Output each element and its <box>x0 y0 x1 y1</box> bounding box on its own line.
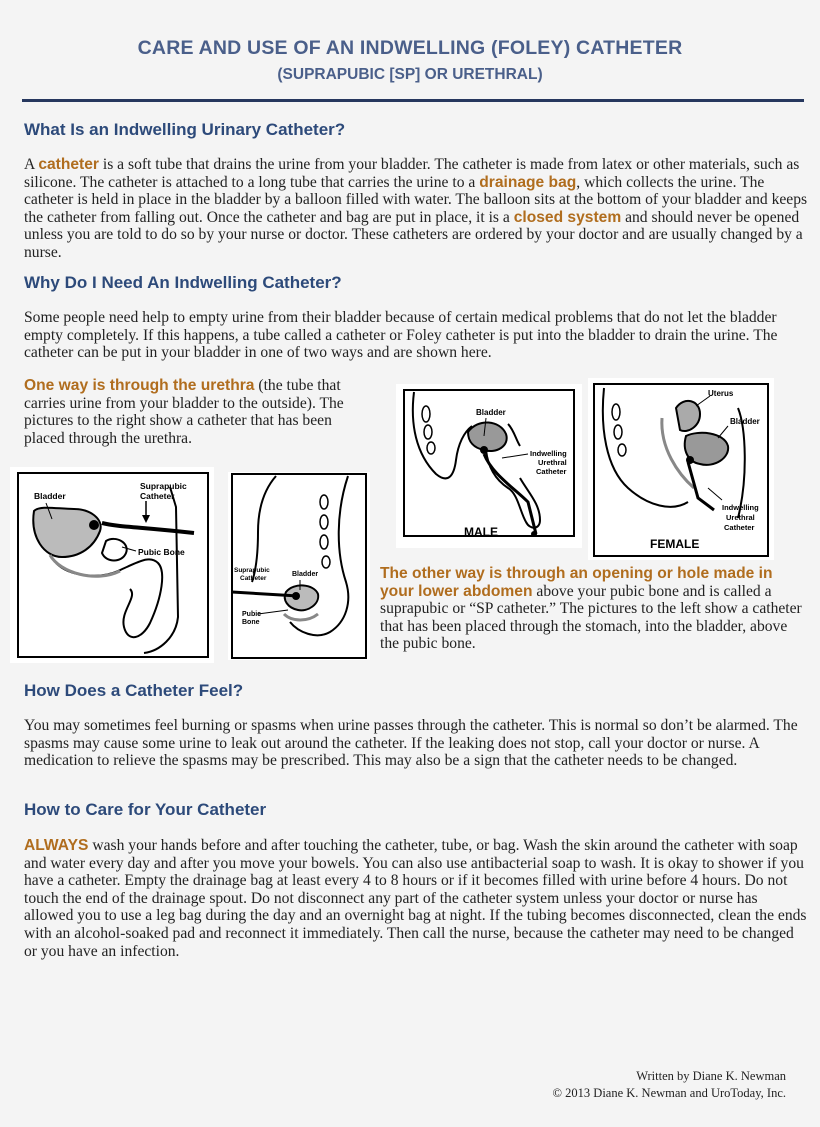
figure-female-suprapubic <box>228 472 370 660</box>
footer-copyright: © 2013 Diane K. Newman and UroToday, Inc. <box>552 1086 786 1100</box>
figure-male-urethral <box>396 384 582 548</box>
label-bladder: Bladder <box>730 417 760 426</box>
label-suprapubic-2: Catheter <box>140 491 175 501</box>
label-suprapubic-1: Suprapubic <box>234 567 270 574</box>
caption-female: FEMALE <box>650 537 700 551</box>
text-run: wash your hands before and after touching the catheter, tube, or bag. Wash the skin around the catheter with soap and water every day and after you move your bowels. You can also use antibacterial soap to wash. It is okay to shower if you have a catheter. Empty the drainage bag at least every 4 to 8 hours or if it becomes filled with urine before 4 hours. Do not touch the end of the drainage spout. Do not disconnect any part of the catheter system unless your doctor or nurse has allowed you to use a leg bag during the day and an overnight bag at night. If the tubing becomes disconnected, clean the ends with an alcohol-soaked pad and reconnect it immediately. Then call the nurse, because the catheter may need to be changed or you have an infection. <box>24 837 807 960</box>
title-divider <box>22 99 804 102</box>
text-run: is a soft tube that drains the urine from your bladder. The catheter is made from latex or other materials, such as silicone. The catheter is attached to a long tube that carries the urine to a <box>24 156 800 191</box>
label-bladder: Bladder <box>292 571 319 578</box>
figure-male-suprapubic <box>10 467 214 663</box>
highlight-always: ALWAYS <box>24 837 89 854</box>
paragraph-why-need: Some people need help to empty urine from their bladder because of certain medical problems that do not let the bladder empty completely. If this happens, a tube called a catheter or Foley catheter is put into the bladder to drain the urine. The catheter can be put in your bladder in one of two ways and are shown here. <box>24 309 778 362</box>
label-catheter-2: Urethral <box>538 458 567 467</box>
heading-how-care: How to Care for Your Catheter <box>24 800 267 819</box>
highlight-catheter: catheter <box>38 156 99 173</box>
highlight-suprapubic: The other way is through an opening or hole made in your lower abdomen <box>380 565 773 600</box>
heading-what-is: What Is an Indwelling Urinary Catheter? <box>24 120 346 139</box>
paragraph-suprapubic <box>380 565 810 653</box>
caption-male: MALE <box>464 525 498 539</box>
label-uterus: Uterus <box>708 389 734 398</box>
label-catheter-1: Indwelling <box>530 449 567 458</box>
label-suprapubic-1: Suprapubic <box>140 481 187 491</box>
paragraph-what-is <box>24 156 809 262</box>
label-catheter-2: Urethral <box>726 513 755 522</box>
highlight-urethra: One way is through the urethra <box>24 377 255 394</box>
heading-why-need: Why Do I Need An Indwelling Catheter? <box>24 273 342 292</box>
highlight-drainage-bag: drainage bag <box>479 173 577 191</box>
page-subtitle: (SUPRAPUBIC [SP] OR URETHRAL) <box>277 66 543 83</box>
paragraph-how-care <box>24 837 809 960</box>
label-pubic-2: Bone <box>242 619 260 626</box>
label-suprapubic-2: Catheter <box>240 575 267 582</box>
text-run: A <box>24 156 39 173</box>
text-run: , which collects the urine. The catheter is held in place in the bladder by a balloon filled with water. The balloon sits at the bottom of your bladder and keeps the catheter from falling out. Once the catheter and bag are put in place, it is a <box>24 173 808 226</box>
text-run: above your pubic bone and is called a suprapubic or “SP catheter.” The pictures to the left show a catheter that has been placed through the stomach, into the bladder, above the pubic bone. <box>380 582 802 653</box>
label-bladder: Bladder <box>34 491 66 501</box>
label-bladder: Bladder <box>476 408 506 417</box>
footer-author: Written by Diane K. Newman <box>636 1069 786 1083</box>
label-pubic-1: Pubic <box>242 611 262 618</box>
highlight-closed-system: closed system <box>513 208 622 226</box>
label-catheter-3: Catheter <box>724 523 755 532</box>
label-catheter-1: Indwelling <box>722 503 759 512</box>
paragraph-how-feel: You may sometimes feel burning or spasms when urine passes through the catheter. This is normal so don’t be alarmed. The spasms may cause some urine to leak out around the catheter. If the leaking does not stop, call your doctor or nurse. A medication to relieve the spasms may be prescribed. This may also be a sign that the catheter needs to be changed. <box>24 717 798 770</box>
label-catheter-3: Catheter <box>536 467 567 476</box>
label-pubic-bone: Pubic Bone <box>138 547 185 557</box>
page-title: CARE AND USE OF AN INDWELLING (FOLEY) CATHETER <box>137 37 683 59</box>
text-run: (the tube that carries urine from your bladder to the outside). The pictures to the right show a catheter that has been placed through the urethra. <box>24 377 344 447</box>
figure-female-urethral <box>588 378 774 560</box>
paragraph-urethra <box>24 377 372 447</box>
text-run: and should never be opened unless you are told to do so by your nurse or doctor. These catheters are ordered by your doctor and are usually changed by a nurse. <box>24 208 803 261</box>
heading-how-feel: How Does a Catheter Feel? <box>24 681 244 700</box>
